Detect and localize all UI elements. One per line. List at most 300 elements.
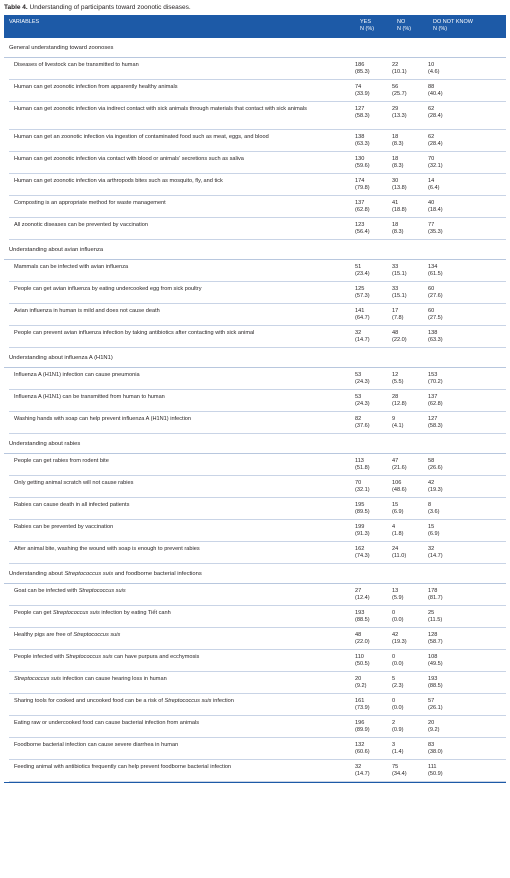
row-question xyxy=(9,606,355,627)
cell-do-not-know xyxy=(428,716,506,737)
cell-no-percent: (18.8) xyxy=(392,207,407,214)
cell-yes-percent: (56.4) xyxy=(355,229,370,236)
cell-no xyxy=(392,304,428,325)
table-row xyxy=(9,454,506,476)
cell-do-not-know-percent: (70.2) xyxy=(428,379,443,386)
row-question: All zoonotic diseases can be prevented by vaccination xyxy=(14,222,149,228)
row-question-part: Sharing tools for cooked and uncooked food can be a risk of xyxy=(14,698,165,704)
row-question: Diseases of livestock can be transmitted to human xyxy=(14,62,139,68)
cell-no-count: 33 xyxy=(392,264,399,270)
table-row xyxy=(9,218,506,240)
cell-do-not-know xyxy=(428,606,506,627)
cell-do-not-know-percent: (3.6) xyxy=(428,509,440,516)
table-body xyxy=(4,38,506,783)
row-question: Human can get an zoonotic infection via ingestion of contaminated food such as meat, eggs, and blood xyxy=(14,134,269,140)
row-question-part: People infected with xyxy=(14,654,66,660)
cell-do-not-know-count: 57 xyxy=(428,698,435,704)
cell-yes-count: 32 xyxy=(355,764,362,770)
table-row xyxy=(9,628,506,650)
cell-no xyxy=(392,454,428,475)
row-question xyxy=(9,584,355,605)
row-question xyxy=(9,694,355,715)
row-question-part: infection by eating Tiết canh xyxy=(99,610,171,616)
cell-no xyxy=(392,542,428,563)
section-header: Understanding about rabies xyxy=(4,434,506,454)
cell-yes-count: 53 xyxy=(355,394,362,400)
row-question: Human can get zoonotic infection via contact with blood or animals’ secretions such as saliva xyxy=(14,156,244,162)
cell-no-percent: (22.0) xyxy=(392,337,407,344)
cell-do-not-know xyxy=(428,694,506,715)
row-question: Human can get zoonotic infection via arthropods bites such as mosquito, fly, and tick xyxy=(14,178,223,184)
row-question-part: Healthy pigs are free of xyxy=(14,632,74,638)
cell-no-count: 0 xyxy=(392,698,396,704)
table-row xyxy=(9,174,506,196)
table-row xyxy=(9,102,506,130)
cell-no-percent: (8.3) xyxy=(392,163,404,170)
cell-do-not-know-count: 153 xyxy=(428,372,438,378)
cell-no-count: 75 xyxy=(392,764,399,770)
table-row xyxy=(9,716,506,738)
cell-do-not-know xyxy=(428,260,506,281)
cell-yes-percent: (85.3) xyxy=(355,69,370,76)
row-question: Influenza A (H1N1) infection can cause pneumonia xyxy=(14,372,140,378)
cell-yes-percent: (32.1) xyxy=(355,487,370,494)
cell-do-not-know-count: 42 xyxy=(428,480,435,486)
table-row xyxy=(9,130,506,152)
cell-no-count: 0 xyxy=(392,610,396,616)
table-row xyxy=(9,542,506,564)
cell-yes-count: 70 xyxy=(355,480,362,486)
table-row xyxy=(9,196,506,218)
cell-no xyxy=(392,152,428,173)
cell-no-count: 33 xyxy=(392,286,399,292)
cell-yes xyxy=(355,152,392,173)
cell-do-not-know-count: 8 xyxy=(428,502,432,508)
cell-do-not-know-count: 60 xyxy=(428,308,435,314)
cell-yes-count: 132 xyxy=(355,742,365,748)
cell-do-not-know xyxy=(428,390,506,411)
row-question xyxy=(9,650,355,671)
cell-do-not-know-percent: (19.3) xyxy=(428,487,443,494)
cell-do-not-know-count: 62 xyxy=(428,106,435,112)
cell-yes-percent: (73.9) xyxy=(355,705,370,712)
row-question-part: Streptococcus suis xyxy=(73,632,121,638)
table-row xyxy=(9,412,506,434)
header-no-unit: N (%) xyxy=(397,26,412,32)
cell-do-not-know-count: 70 xyxy=(428,156,435,162)
cell-no-count: 47 xyxy=(392,458,399,464)
cell-do-not-know-percent: (63.3) xyxy=(428,337,443,344)
table-row xyxy=(9,476,506,498)
row-question: People can get rabies from rodent bite xyxy=(14,458,109,464)
cell-yes-count: 113 xyxy=(355,458,364,464)
cell-no-percent: (8.3) xyxy=(392,229,404,236)
cell-yes xyxy=(355,672,392,693)
cell-yes-percent: (33.9) xyxy=(355,91,370,98)
table-row xyxy=(9,326,506,348)
table-row xyxy=(9,390,506,412)
section-title-part: and foodborne bacterial infections xyxy=(113,570,202,577)
cell-do-not-know xyxy=(428,412,506,433)
cell-do-not-know-count: 32 xyxy=(428,546,435,552)
row-question: Washing hands with soap can help prevent influenza A (H1N1) infection xyxy=(14,416,192,422)
cell-no-percent: (13.3) xyxy=(392,113,407,120)
cell-do-not-know-count: 58 xyxy=(428,458,435,464)
cell-no-count: 13 xyxy=(392,588,399,594)
cell-no-percent: (0.0) xyxy=(392,617,404,624)
header-yes-unit: N (%) xyxy=(360,26,375,32)
cell-no xyxy=(392,260,428,281)
cell-do-not-know-count: 134 xyxy=(428,264,438,270)
row-question-part: Streptococcus suis xyxy=(52,610,100,616)
cell-yes xyxy=(355,738,392,759)
cell-no-count: 30 xyxy=(392,178,399,184)
cell-yes xyxy=(355,218,392,239)
row-question-part: infection xyxy=(211,698,234,704)
cell-yes-count: 141 xyxy=(355,308,365,314)
row-question: Eating raw or undercooked food can cause bacterial infection from animals xyxy=(14,720,200,726)
cell-do-not-know-percent: (26.6) xyxy=(428,465,443,472)
cell-yes-percent: (62.8) xyxy=(355,207,370,214)
cell-do-not-know xyxy=(428,152,506,173)
cell-no-count: 2 xyxy=(392,720,396,726)
cell-no xyxy=(392,738,428,759)
row-question-part: Goat can be infected with xyxy=(14,588,79,594)
cell-yes-count: 125 xyxy=(355,286,365,292)
cell-do-not-know-count: 40 xyxy=(428,200,435,206)
cell-yes xyxy=(355,542,392,563)
row-question: After animal bite, washing the wound with soap is enough to prevent rabies xyxy=(14,546,200,552)
cell-yes-count: 199 xyxy=(355,524,365,530)
cell-yes-percent: (74.3) xyxy=(355,553,370,560)
table-caption-label: Table 4. xyxy=(4,4,28,11)
cell-do-not-know-count: 193 xyxy=(428,676,438,682)
cell-no xyxy=(392,760,428,781)
cell-do-not-know-count: 25 xyxy=(428,610,435,616)
row-question: People can get avian influenza by eating undercooked egg from sick poultry xyxy=(14,286,202,292)
section-header: Understanding about avian influenza xyxy=(4,240,506,260)
cell-do-not-know-percent: (6.4) xyxy=(428,185,440,192)
row-question-part: can have purpura and ecchymosis xyxy=(112,654,200,660)
cell-yes xyxy=(355,584,392,605)
cell-no-percent: (0.0) xyxy=(392,661,404,668)
cell-yes-count: 48 xyxy=(355,632,362,638)
table-row xyxy=(9,282,506,304)
cell-yes-percent: (89.5) xyxy=(355,509,370,516)
cell-yes-percent: (9.2) xyxy=(355,683,367,690)
cell-yes xyxy=(355,326,392,347)
cell-no xyxy=(392,520,428,541)
cell-do-not-know-percent: (61.5) xyxy=(428,271,443,278)
cell-do-not-know-percent: (4.6) xyxy=(428,69,440,76)
cell-yes-count: 162 xyxy=(355,546,365,552)
table-header xyxy=(4,15,506,38)
cell-no-count: 41 xyxy=(392,200,399,206)
table-row xyxy=(9,260,506,282)
row-question xyxy=(9,672,355,693)
cell-yes-count: 161 xyxy=(355,698,365,704)
cell-yes-count: 130 xyxy=(355,156,365,162)
cell-do-not-know-percent: (81.7) xyxy=(428,595,443,602)
section-title-part: Understanding about xyxy=(9,570,65,577)
table-caption xyxy=(4,3,506,15)
cell-yes-count: 74 xyxy=(355,84,362,90)
row-question: Feeding animal with antibiotics frequently can help prevent foodborne bacterial infection xyxy=(14,764,232,770)
row-question: Human can get zoonotic infection from apparently healthy animals xyxy=(14,84,178,90)
cell-no-percent: (13.8) xyxy=(392,185,407,192)
cell-no-percent: (21.6) xyxy=(392,465,407,472)
cell-yes xyxy=(355,650,392,671)
cell-do-not-know xyxy=(428,196,506,217)
cell-do-not-know-count: 128 xyxy=(428,632,438,638)
cell-no-percent: (15.1) xyxy=(392,293,407,300)
cell-do-not-know-count: 108 xyxy=(428,654,438,660)
table-row xyxy=(9,152,506,174)
header-dnk-label: DO NOT KNOW xyxy=(433,19,473,25)
cell-yes-percent: (22.0) xyxy=(355,639,370,646)
row-question: Composting is an appropriate method for waste management xyxy=(14,200,166,206)
cell-yes-count: 196 xyxy=(355,720,365,726)
row-question-part: Streptococcus suis xyxy=(164,698,212,704)
cell-yes-percent: (12.4) xyxy=(355,595,370,602)
cell-no xyxy=(392,390,428,411)
cell-do-not-know xyxy=(428,326,506,347)
row-question: Human can get zoonotic infection via indirect contact with sick animals through materials that contact with sick animals xyxy=(14,106,307,112)
cell-no xyxy=(392,694,428,715)
row-question xyxy=(9,628,355,649)
header-variables: VARIABLES xyxy=(9,19,40,25)
cell-yes-count: 123 xyxy=(355,222,365,228)
cell-do-not-know xyxy=(428,80,506,101)
cell-do-not-know-count: 111 xyxy=(428,764,437,770)
cell-no xyxy=(392,412,428,433)
cell-do-not-know-count: 77 xyxy=(428,222,435,228)
cell-do-not-know xyxy=(428,584,506,605)
cell-no-count: 9 xyxy=(392,416,396,422)
cell-no-percent: (5.9) xyxy=(392,595,404,602)
cell-no-percent: (6.9) xyxy=(392,509,404,516)
table-row xyxy=(9,520,506,542)
cell-no-percent: (15.1) xyxy=(392,271,407,278)
cell-yes xyxy=(355,606,392,627)
cell-yes-percent: (88.5) xyxy=(355,617,370,624)
cell-yes xyxy=(355,304,392,325)
cell-do-not-know-percent: (35.3) xyxy=(428,229,443,236)
cell-no-count: 12 xyxy=(392,372,399,378)
cell-do-not-know-percent: (58.3) xyxy=(428,423,443,430)
cell-yes xyxy=(355,174,392,195)
cell-do-not-know-count: 15 xyxy=(428,524,435,530)
cell-yes xyxy=(355,760,392,781)
cell-no-percent: (8.3) xyxy=(392,141,404,148)
row-question-part: Streptococcus suis xyxy=(14,676,61,682)
cell-yes xyxy=(355,260,392,281)
header-no-label: NO xyxy=(397,19,406,25)
cell-no-count: 5 xyxy=(392,676,396,682)
cell-no-count: 4 xyxy=(392,524,396,530)
cell-do-not-know-percent: (40.4) xyxy=(428,91,443,98)
cell-do-not-know-percent: (28.4) xyxy=(428,113,443,120)
cell-yes-count: 174 xyxy=(355,178,365,184)
cell-do-not-know xyxy=(428,102,506,129)
cell-do-not-know xyxy=(428,760,506,781)
cell-do-not-know-count: 60 xyxy=(428,286,435,292)
cell-yes xyxy=(355,716,392,737)
cell-yes xyxy=(355,520,392,541)
cell-do-not-know-count: 88 xyxy=(428,84,435,90)
cell-do-not-know-percent: (26.1) xyxy=(428,705,443,712)
cell-do-not-know xyxy=(428,282,506,303)
cell-yes xyxy=(355,454,392,475)
cell-do-not-know-percent: (18.4) xyxy=(428,207,443,214)
cell-yes-count: 127 xyxy=(355,106,365,112)
cell-no-count: 3 xyxy=(392,742,396,748)
cell-yes xyxy=(355,628,392,649)
table-row xyxy=(9,304,506,326)
cell-no-count: 29 xyxy=(392,106,399,112)
cell-do-not-know xyxy=(428,672,506,693)
cell-no xyxy=(392,368,428,389)
table-row xyxy=(9,650,506,672)
cell-yes-percent: (58.3) xyxy=(355,113,370,120)
cell-no-count: 28 xyxy=(392,394,399,400)
cell-yes-percent: (91.3) xyxy=(355,531,370,538)
cell-yes-percent: (57.3) xyxy=(355,293,370,300)
cell-no-count: 0 xyxy=(392,654,396,660)
cell-no xyxy=(392,628,428,649)
table-row xyxy=(9,694,506,716)
table-row xyxy=(9,606,506,628)
cell-no-percent: (1.8) xyxy=(392,531,404,538)
cell-no-count: 22 xyxy=(392,62,399,68)
section-header: Understanding about influenza A (H1N1) xyxy=(4,348,506,368)
row-question-part: Streptococcus suis xyxy=(78,588,126,594)
cell-do-not-know-percent: (32.1) xyxy=(428,163,443,170)
cell-no-percent: (5.5) xyxy=(392,379,404,386)
cell-do-not-know xyxy=(428,304,506,325)
cell-yes-percent: (24.3) xyxy=(355,379,370,386)
cell-do-not-know-count: 137 xyxy=(428,394,438,400)
header-dnk-unit: N (%) xyxy=(433,26,448,32)
cell-yes-percent: (51.8) xyxy=(355,465,370,472)
cell-yes xyxy=(355,130,392,151)
cell-do-not-know-count: 14 xyxy=(428,178,435,184)
cell-no-percent: (4.1) xyxy=(392,423,404,430)
cell-do-not-know xyxy=(428,58,506,79)
cell-do-not-know-percent: (6.9) xyxy=(428,531,440,538)
cell-yes-percent: (60.6) xyxy=(355,749,370,756)
cell-no xyxy=(392,218,428,239)
cell-yes xyxy=(355,102,392,129)
cell-do-not-know-count: 127 xyxy=(428,416,438,422)
cell-no-percent: (48.6) xyxy=(392,487,407,494)
cell-yes-percent: (64.7) xyxy=(355,315,370,322)
cell-do-not-know-count: 83 xyxy=(428,742,435,748)
cell-no xyxy=(392,58,428,79)
cell-yes-percent: (14.7) xyxy=(355,337,370,344)
cell-no-percent: (0.9) xyxy=(392,727,404,734)
cell-no-count: 18 xyxy=(392,134,399,140)
cell-yes-percent: (14.7) xyxy=(355,771,370,778)
table-row xyxy=(9,584,506,606)
cell-do-not-know xyxy=(428,542,506,563)
cell-yes-percent: (23.4) xyxy=(355,271,370,278)
cell-no xyxy=(392,102,428,129)
row-question: Avian influenza in human is mild and does not cause death xyxy=(14,308,160,314)
cell-yes-count: 186 xyxy=(355,62,365,68)
cell-no-percent: (7.8) xyxy=(392,315,404,322)
cell-no xyxy=(392,650,428,671)
cell-do-not-know xyxy=(428,368,506,389)
cell-yes xyxy=(355,390,392,411)
cell-no-percent: (25.7) xyxy=(392,91,407,98)
cell-yes-count: 82 xyxy=(355,416,362,422)
cell-yes-count: 195 xyxy=(355,502,365,508)
row-question: Rabies can be prevented by vaccination xyxy=(14,524,114,530)
cell-no xyxy=(392,476,428,497)
cell-no-percent: (12.8) xyxy=(392,401,407,408)
cell-no xyxy=(392,174,428,195)
row-question-part: Streptococcus suis xyxy=(65,654,113,660)
table-row xyxy=(9,58,506,80)
cell-do-not-know-percent: (38.0) xyxy=(428,749,443,756)
cell-no xyxy=(392,606,428,627)
cell-do-not-know-percent: (50.9) xyxy=(428,771,443,778)
table-row xyxy=(9,368,506,390)
cell-no xyxy=(392,584,428,605)
cell-do-not-know xyxy=(428,628,506,649)
cell-do-not-know-percent: (62.8) xyxy=(428,401,443,408)
cell-do-not-know xyxy=(428,454,506,475)
cell-do-not-know-percent: (88.5) xyxy=(428,683,443,690)
header-yes xyxy=(360,19,397,33)
table-row xyxy=(9,760,506,782)
cell-no-percent: (1.4) xyxy=(392,749,404,756)
cell-yes xyxy=(355,476,392,497)
cell-no xyxy=(392,282,428,303)
cell-do-not-know-percent: (9.2) xyxy=(428,727,440,734)
cell-yes-count: 27 xyxy=(355,588,362,594)
cell-yes xyxy=(355,80,392,101)
cell-no-count: 17 xyxy=(392,308,399,314)
cell-no-count: 18 xyxy=(392,222,399,228)
cell-no-percent: (0.0) xyxy=(392,705,404,712)
cell-no-count: 18 xyxy=(392,156,399,162)
cell-no-count: 106 xyxy=(392,480,402,486)
cell-no-percent: (34.4) xyxy=(392,771,407,778)
cell-no-percent: (2.3) xyxy=(392,683,404,690)
table-caption-text: Understanding of participants toward zoonotic diseases. xyxy=(29,4,191,11)
cell-do-not-know xyxy=(428,650,506,671)
cell-yes-count: 138 xyxy=(355,134,365,140)
cell-no-count: 42 xyxy=(392,632,399,638)
cell-yes xyxy=(355,498,392,519)
cell-no-count: 48 xyxy=(392,330,399,336)
cell-do-not-know-percent: (27.6) xyxy=(428,293,443,300)
cell-yes xyxy=(355,196,392,217)
row-question: Foodborne bacterial infection can cause severe diarrhea in human xyxy=(14,742,179,748)
cell-do-not-know-count: 62 xyxy=(428,134,435,140)
cell-yes-count: 110 xyxy=(355,654,364,660)
section-title-part: Streptococcus suis xyxy=(64,570,114,577)
cell-no xyxy=(392,498,428,519)
cell-yes-percent: (59.6) xyxy=(355,163,370,170)
row-question-part: infection can cause hearing loss in human xyxy=(60,676,167,682)
cell-no-percent: (19.3) xyxy=(392,639,407,646)
section-header xyxy=(4,564,506,584)
cell-yes-percent: (79.8) xyxy=(355,185,370,192)
table-row xyxy=(9,498,506,520)
